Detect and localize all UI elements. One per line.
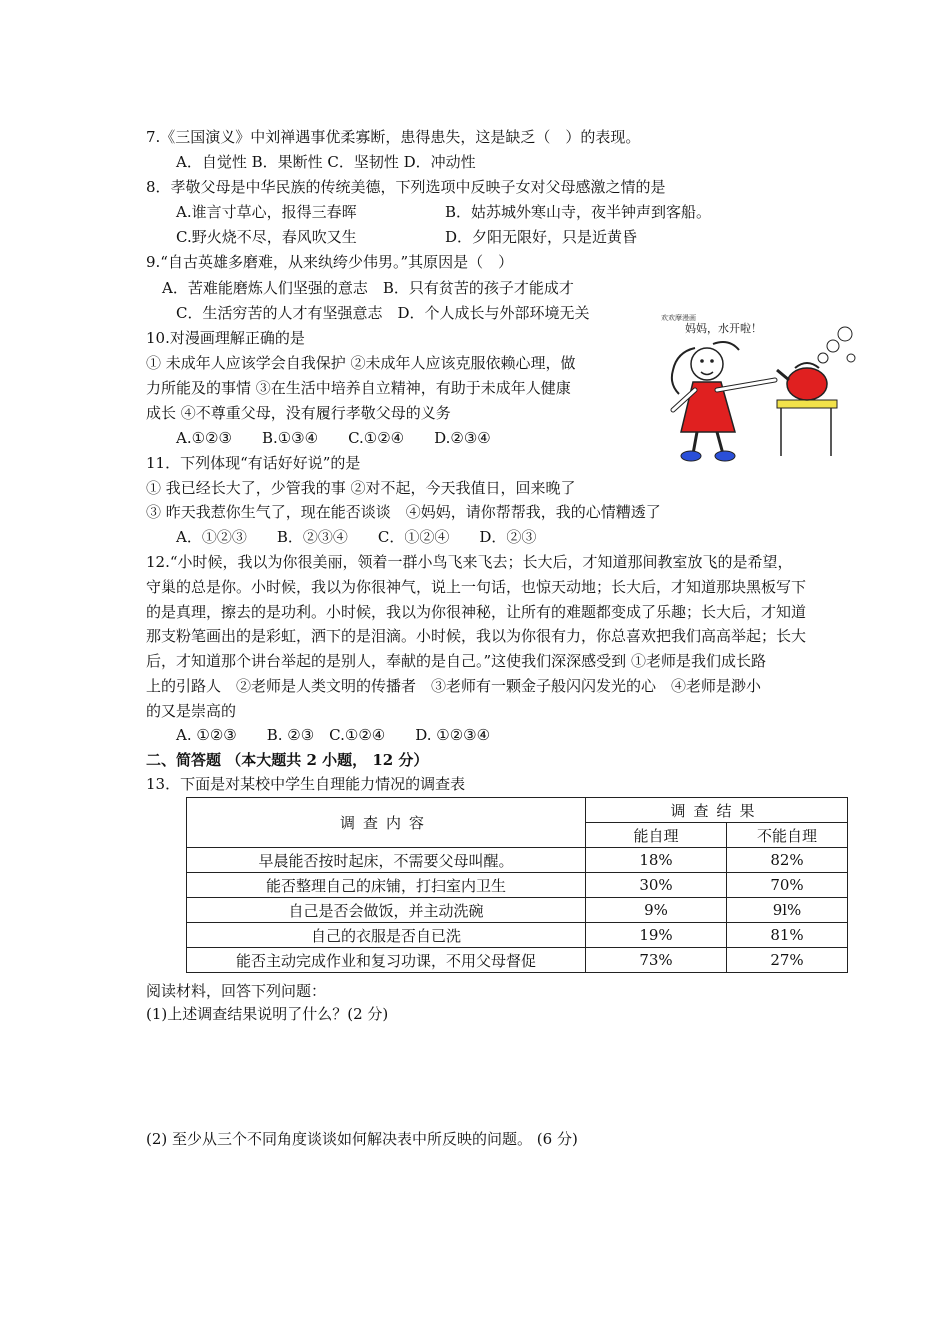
q8-stem: 8．孝敬父母是中华民族的传统美德，下列选项中反映子女对父母感激之情的是 [146, 178, 666, 196]
q12-line: 那支粉笔画出的是彩虹，洒下的是泪滴。小时候，我以为你很有力，你总喜欢把我们高高举起；长大 [146, 627, 807, 645]
header-can: 能自理 [586, 823, 727, 848]
survey-table [186, 797, 848, 973]
row-cannot: 82% [727, 848, 848, 873]
q12-line: 的又是崇高的 [146, 702, 237, 720]
q10-stem: 10.对漫画理解正确的是 [146, 329, 305, 347]
row-can: 30% [586, 873, 727, 898]
row-cannot: 27% [727, 948, 848, 973]
q9-options-ab: A．苦难能磨炼人们坚强的意志 B．只有贫苦的孩子才能成才 [162, 279, 574, 297]
q13-sub-question-2: (2) 至少从三个不同角度谈谈如何解决表中所反映的问题。 (6 分) [146, 1130, 578, 1148]
q7-stem: 7.《三国演义》中刘禅遇事优柔寡断，患得患失，这是缺乏（ ）的表现。 [146, 128, 641, 146]
row-item: 能否整理自己的床铺，打扫室内卫生 [187, 873, 586, 898]
q11-stem: 11．下列体现“有话好好说”的是 [146, 454, 361, 472]
row-cannot: 70% [727, 873, 848, 898]
q10-line-3: 成长 ④不尊重父母，没有履行孝敬父母的义务 [146, 404, 451, 422]
header-result: 调查结果 [586, 798, 848, 823]
row-item: 自己的衣服是否自已洗 [187, 923, 586, 948]
q12-line: 上的引路人 ②老师是人类文明的传播者 ③老师有一颗金子般闪闪发光的心 ④老师是渺小 [146, 677, 762, 695]
header-item: 调查内容 [187, 798, 586, 848]
row-cannot: 81% [727, 923, 848, 948]
q9-options-cd: C．生活穷苦的人才有坚强意志 D．个人成长与外部环境无关 [176, 304, 590, 322]
row-cannot: 9l% [727, 898, 848, 923]
q11-line-1: ① 我已经长大了，少管我的事 ②对不起，今天我值日，回来晚了 [146, 479, 576, 497]
row-can: 19% [586, 923, 727, 948]
row-item: 能否主动完成作业和复习功课，不用父母督促 [187, 948, 586, 973]
header-cannot: 不能自理 [727, 823, 848, 848]
q7-options: A．自觉性 B．果断性 C．坚韧性 D．冲动性 [176, 153, 476, 171]
q12-line: 的是真理，擦去的是功利。小时候，我以为你很神秘，让所有的难题都变成了乐趣；长大后，才知道 [146, 603, 807, 621]
q12-line: 守巢的总是你。小时候，我以为你很神气，说上一句话，也惊天动地；长大后，才知道那块黑板写下 [146, 578, 807, 596]
table-row [187, 923, 848, 948]
section-2-title: 二、简答题 （本大题共 2 小题， 12 分） [146, 751, 429, 769]
table-row [187, 948, 848, 973]
q13-read-prompt: 阅读材料，回答下列问题： [146, 982, 327, 1000]
cartoon-caption: 妈妈，水开啦！ [685, 322, 762, 335]
q8-option-a: A.谁言寸草心，报得三春晖 [176, 203, 357, 221]
row-can: 18% [586, 848, 727, 873]
q8-option-c: C.野火烧不尽，春风吹又生 [176, 228, 357, 246]
q9-stem: 9.“自古英雄多磨难，从来纨绔少伟男。”其原因是（ ） [146, 253, 514, 271]
q13-stem: 13．下面是对某校中学生自理能力情况的调查表 [146, 775, 466, 793]
cartoon-small-text: 欢欢摩漫画 [661, 314, 696, 322]
row-item: 早晨能否按时起床，不需要父母叫醒。 [187, 848, 586, 873]
q13-sub-question-1: (1)上述调查结果说明了什么？(2 分) [146, 1005, 389, 1023]
q11-line-2: ③ 昨天我惹你生气了，现在能否谈谈 ④妈妈，请你帮帮我，我的心情糟透了 [146, 503, 661, 521]
q8-option-b: B．姑苏城外寒山寺，夜半钟声到客船。 [445, 203, 712, 221]
q8-option-d: D．夕阳无限好，只是近黄昏 [445, 228, 638, 246]
q10-line-1: ① 未成年人应该学会自我保护 ②未成年人应该克服依赖心理，做 [146, 354, 576, 372]
q10-line-2: 力所能及的事情 ③在生活中培养自立精神，有助于未成年人健康 [146, 379, 571, 397]
q10-options: A.①②③ B.①③④ C.①②④ D.②③④ [176, 429, 491, 447]
table-row [187, 848, 848, 873]
q12-options: A. ①②③ B. ②③ C.①②④ D. ①②③④ [176, 726, 491, 744]
q12-line: 12.“小时候，我以为你很美丽，领着一群小鸟飞来飞去；长大后，才知道那间教室放飞的是希望， [146, 553, 793, 571]
q11-options: A．①②③ B．②③④ C．①②④ D．②③ [176, 528, 537, 546]
row-can: 73% [586, 948, 727, 973]
table-row [187, 873, 848, 898]
row-item: 自己是否会做饭，并主动洗碗 [187, 898, 586, 923]
q12-line: 后，才知道那个讲台举起的是别人，奉献的是自己。”这使我们深深感受到 ①老师是我们成长路 [146, 652, 766, 670]
table-row [187, 898, 848, 923]
cartoon-illustration [655, 306, 867, 466]
row-can: 9% [586, 898, 727, 923]
